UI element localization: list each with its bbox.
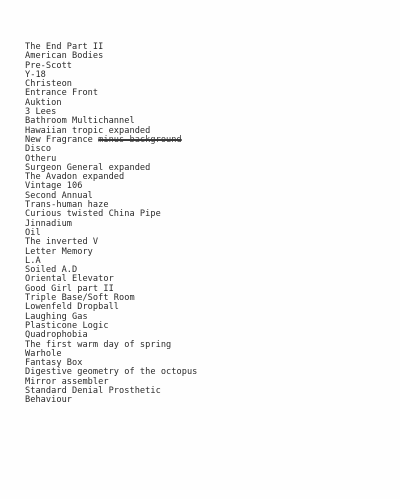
list-item-text: The inverted V bbox=[25, 237, 99, 248]
list-item-text: Surgeon General expanded bbox=[25, 162, 151, 173]
list-item-text: Jinnadium bbox=[25, 218, 73, 229]
list-item-text: Y-18 bbox=[25, 69, 46, 80]
list-item-text: L.A bbox=[25, 255, 41, 266]
list-item-text: Hawaiian tropic expanded bbox=[25, 125, 151, 136]
struck-through-text: minus background bbox=[98, 134, 182, 145]
list-item-text: Mirror assembler bbox=[25, 376, 109, 387]
list-item-text: Curious twisted China Pipe bbox=[25, 209, 161, 220]
list-item bbox=[25, 248, 197, 257]
list-item-text: Plasticone Logic bbox=[25, 320, 109, 331]
list-item-text: Triple Base/Soft Room bbox=[25, 293, 135, 304]
list-item-text: New Fragrance bbox=[25, 134, 99, 145]
list-item-text: Good Girl part II bbox=[25, 283, 114, 294]
list-item-text: Trans-human haze bbox=[25, 200, 109, 211]
list-item-text: Lowenfeld Dropball bbox=[25, 302, 120, 313]
list-item-text: Entrance Front bbox=[25, 88, 99, 99]
list-item-text: Behaviour bbox=[25, 395, 73, 406]
list-item-text: Second Annual bbox=[25, 190, 93, 201]
list-item-text: Christeon bbox=[25, 79, 73, 90]
list-item-text: Standard Denial Prosthetic bbox=[25, 385, 161, 396]
list-item-text: Letter Memory bbox=[25, 246, 93, 257]
list-item-text: Laughing Gas bbox=[25, 311, 88, 322]
list-item-text: Auktion bbox=[25, 97, 62, 108]
list-item-text: Digestive geometry of the octopus bbox=[25, 367, 198, 378]
list-item-text: Bathroom Multichannel bbox=[25, 116, 135, 127]
list-item bbox=[25, 396, 197, 405]
list-item-text: 3 Lees bbox=[25, 107, 57, 118]
list-item-text: The End Part II bbox=[25, 42, 104, 52]
list-item-text: Fantasy Box bbox=[25, 358, 83, 369]
list-item-text: Disco bbox=[25, 144, 52, 155]
list-item-text: The Avadon expanded bbox=[25, 172, 125, 183]
list-item-text: Pre-Scott bbox=[25, 60, 73, 71]
list-item-text: Oil bbox=[25, 227, 41, 238]
list-item-text: Otheru bbox=[25, 153, 57, 164]
list-item bbox=[25, 62, 197, 71]
list-item bbox=[25, 220, 197, 229]
list-item-text: Oriental Elevator bbox=[25, 274, 114, 285]
track-list bbox=[25, 43, 197, 406]
list-item-text: Vintage 106 bbox=[25, 181, 83, 192]
list-item-text: Warhole bbox=[25, 348, 62, 359]
list-item-text: The first warm day of spring bbox=[25, 339, 172, 350]
list-item-text: Soiled A.D bbox=[25, 265, 78, 276]
list-item-text: Quadrophobia bbox=[25, 330, 88, 341]
list-item-text: American Bodies bbox=[25, 51, 104, 62]
